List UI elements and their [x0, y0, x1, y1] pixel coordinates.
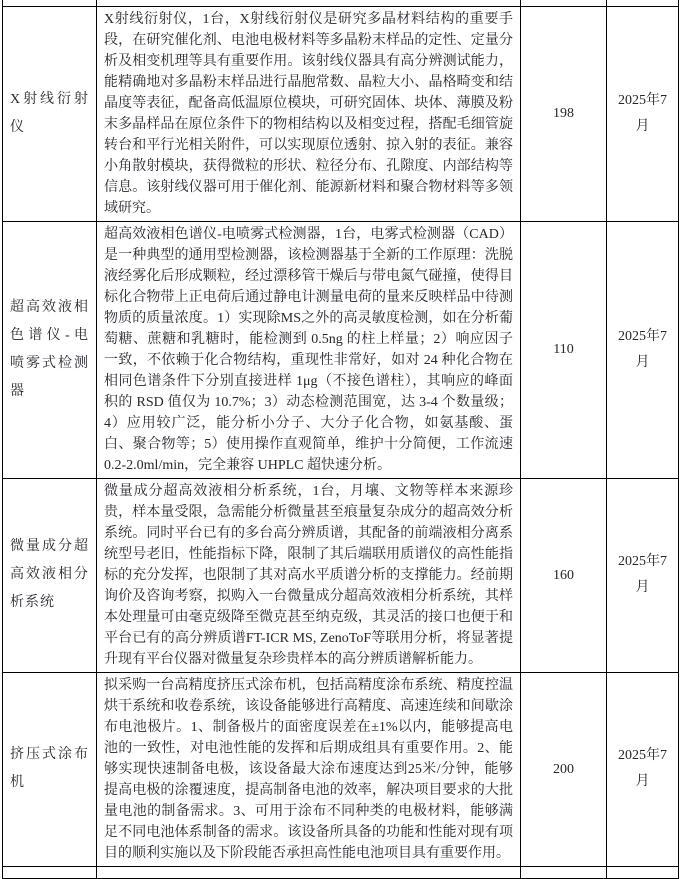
equipment-name-cell: X射线衍射仪	[3, 6, 97, 221]
partial-row-bottom	[3, 866, 679, 878]
empty-cell	[521, 866, 607, 878]
table-row	[3, 221, 679, 478]
equipment-name-cell: 超高效液相色谱仪-电喷雾式检测器	[3, 221, 97, 478]
budget-amount-cell: 198	[521, 6, 607, 221]
purchase-date-cell: 2025年7月	[607, 478, 679, 672]
equipment-description-cell: 微量成分超高效液相分析系统，1台，月壤、文物等样本来源珍贵，样本量受限，急需能分析微量甚至痕量复杂成分的超高效分析系统。同时平台已有的多台高分辨质谱，其配备的前端液相分离系统型号老旧，性能指标下降，限制了其后端联用质谱仪的高性能指标的充分发挥，也限制了其对高水平质谱分析的支撑能力。经前期询价及咨询考察，拟购入一台微量成分超高效液相分析系统，其样本处理量可由毫克级降至微克甚至纳克级，其灵活的接口也便于和平台已有的高分辨质谱FT-ICR MS, ZenoToF等联用分析，将显著提升现有平台仪器对微量复杂珍贵样本的高分辨质谱解析能力。	[97, 478, 521, 672]
budget-amount-cell: 110	[521, 221, 607, 478]
empty-cell	[3, 866, 97, 878]
equipment-name-cell: 挤压式涂布机	[3, 672, 97, 866]
table-row	[3, 6, 679, 221]
table-row	[3, 478, 679, 672]
empty-cell	[97, 866, 521, 878]
equipment-procurement-table	[2, 0, 679, 879]
equipment-description-cell: X射线衍射仪，1台，X射线衍射仪是研究多晶材料结构的重要手段，在研究催化剂、电池电极材料等多晶粉末样品的定性、定量分析及相变机理等具有重要作用。该射线仪器具有高分辨测试能力，能精确地对多晶粉末样品进行晶胞常数、晶粒大小、晶格畸变和结晶度等表征，配备高低温原位模块，可研究固体、块体、薄膜及粉末多晶样品在原位条件下的物相结构以及相变过程，搭配毛细管旋转台和平行光相关附件，可以实现原位透射、掠入射的表征。兼容小角散射模块，获得微粒的形状、粒径分布、孔隙度、内部结构等信息。该射线仪器可用于催化剂、能源新材料和聚合物材料等多领域研究。	[97, 6, 521, 221]
purchase-date-cell: 2025年7月	[607, 221, 679, 478]
table-row	[3, 672, 679, 866]
empty-cell	[607, 866, 679, 878]
budget-amount-cell: 160	[521, 478, 607, 672]
equipment-description-cell: 超高效液相色谱仪-电喷雾式检测器，1台，电雾式检测器（CAD）是一种典型的通用型检测器，该检测器基于全新的工作原理：洗脱液经雾化后形成颗粒，经过漂移管干燥后与带电氮气碰撞，使得目标化合物带上正电荷后通过静电计测量电荷的量来反映样品中待测物质的质量浓度。1）实现除MS之外的高灵敏度检测，如在分析葡萄糖、蔗糖和乳糖时，能检测到 0.5ng 的柱上样量；2）响应因子一致，不依赖于化合物结构，重现性非常好，如对 24 种化合物在相同色谱条件下分别直接进样 1μg（不接色谱柱），其响应的峰面积的 RSD 值仅为 10.7%；3）动态检测范围宽，达 3-4 个数量级；4）应用较广泛，能分析小分子、大分子化合物，如氨基酸、蛋白、聚合物等；5）使用操作直观简单，维护十分简便，工作流速 0.2-2.0ml/min，完全兼容 UHPLC 超快速分析。	[97, 221, 521, 478]
purchase-date-cell: 2025年7月	[607, 672, 679, 866]
budget-amount-cell: 200	[521, 672, 607, 866]
purchase-date-cell: 2025年7月	[607, 6, 679, 221]
equipment-name-cell: 微量成分超高效液相分析系统	[3, 478, 97, 672]
equipment-description-cell: 拟采购一台高精度挤压式涂布机，包括高精度涂布系统、精度控温烘干系统和收卷系统，该设备能够进行高精度、高速连续和间歇涂布电池极片。1、制备极片的面密度误差在±1%以内，能够提高电池的一致性，对电池性能的发挥和后期成组具有重要作用。2、能够实现快速制备电极，该设备最大涂布速度达到25米/分钟，能够提高电极的涂覆速度，提高制备电池的效率，解决项目要求的大批量电池的制备需求。3、可用于涂布不同种类的电极材料，能够满足不同电池体系制备的需求。该设备所具备的功能和性能对现有项目的顺利实施以及下阶段能否承担高性能电池项目具有重要作用。	[97, 672, 521, 866]
